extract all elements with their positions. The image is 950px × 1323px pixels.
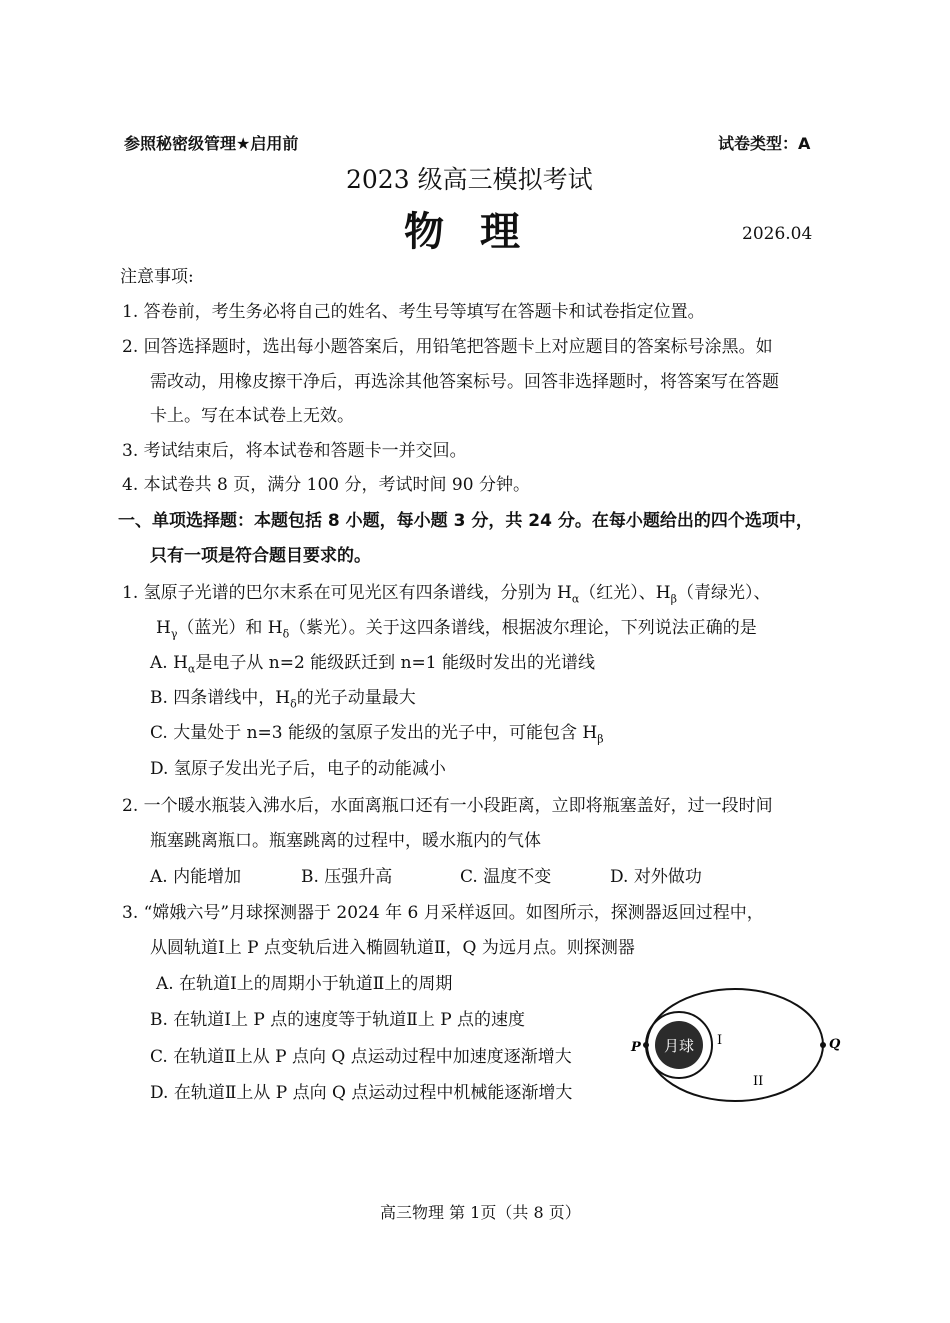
secrecy-label: 参照秘密级管理★启用前 xyxy=(124,134,299,153)
exam-date: 2026.04 xyxy=(742,224,813,244)
point-p-label: P xyxy=(631,1040,641,1055)
q1-a-prefix: A. H xyxy=(150,653,188,673)
q1-stem-text-c: （青绿光）、 xyxy=(676,583,771,603)
section-1-heading: 一、单项选择题：本题包括 8 小题，每小题 3 分，共 24 分。在每小题给出的四个选项中， xyxy=(118,511,813,531)
orbit-i-label: I xyxy=(717,1033,723,1048)
q2-option-b: B. 压强升高 xyxy=(301,867,393,887)
q2-stem-line2: 瓶塞跳离瓶口。瓶塞跳离的过程中，暖水瓶内的气体 xyxy=(150,831,541,851)
q1-option-a xyxy=(150,648,595,675)
note-1: 1. 答卷前，考生务必将自己的姓名、考生号等填写在答题卡和试卷指定位置。 xyxy=(122,302,705,322)
q1-stem2-text-b: （蓝光）和 H xyxy=(177,618,283,638)
q1-a-sub: α xyxy=(187,662,196,676)
q1-option-d: D. 氢原子发出光子后，电子的动能减小 xyxy=(150,759,446,779)
section-1-heading-cont: 只有一项是符合题目要求的。 xyxy=(150,546,371,566)
q1-b-sub: δ xyxy=(290,697,297,711)
q3-option-a: A. 在轨道Ⅰ上的周期小于轨道Ⅱ上的周期 xyxy=(156,974,453,994)
q3-stem-line2: 从圆轨道Ⅰ上 P 点变轨后进入椭圆轨道Ⅱ，Q 为远月点。则探测器 xyxy=(150,938,635,958)
note-3: 3. 考试结束后，将本试卷和答题卡一并交回。 xyxy=(122,441,467,461)
q1-b-prefix: B. 四条谱线中，H xyxy=(150,688,291,708)
q1-stem-text-b: （红光）、H xyxy=(579,583,671,603)
q1-stem2-text-c: （紫光）。关于这四条谱线，根据波尔理论，下列说法正确的是 xyxy=(289,618,757,638)
q1-sub-beta: β xyxy=(670,592,677,606)
note-4: 4. 本试卷共 8 页，满分 100 分，考试时间 90 分钟。 xyxy=(122,475,530,495)
q1-c-prefix: C. 大量处于 n=3 能级的氢原子发出的光子中，可能包含 H xyxy=(150,723,598,743)
orbit-ii-label: II xyxy=(753,1074,764,1089)
q2-stem-line1: 2. 一个暖水瓶装入沸水后，水面离瓶口还有一小段距离，立即将瓶塞盖好，过一段时间 xyxy=(122,796,773,816)
q2-option-a: A. 内能增加 xyxy=(150,867,242,887)
page-footer: 高三物理 第 1页（共 8 页） xyxy=(380,1203,581,1222)
q1-stem2-text-a: H xyxy=(156,618,171,638)
q1-sub-alpha: α xyxy=(571,592,580,606)
moon-label: 月球 xyxy=(663,1037,695,1055)
notes-heading: 注意事项: xyxy=(120,267,194,287)
q1-sub-delta: δ xyxy=(282,627,290,641)
q1-stem-line2 xyxy=(156,613,757,640)
q1-sub-gamma: γ xyxy=(170,627,178,641)
orbit-diagram xyxy=(625,985,850,1105)
q3-option-d: D. 在轨道Ⅱ上从 P 点向 Q 点运动过程中机械能逐渐增大 xyxy=(150,1083,573,1103)
note-2: 2. 回答选择题时，选出每小题答案后，用铅笔把答题卡上对应题目的答案标号涂黑。如 xyxy=(122,337,773,357)
q1-stem-text-a: 1. 氢原子光谱的巴尔末系在可见光区有四条谱线，分别为 H xyxy=(122,583,572,603)
q1-b-text: 的光子动量最大 xyxy=(296,688,416,708)
q3-stem-line1: 3. “嫦娥六号”月球探测器于 2024 年 6 月采样返回。如图所示，探测器返回过程中， xyxy=(122,903,764,923)
q1-c-sub: β xyxy=(597,732,604,746)
q3-option-b: B. 在轨道Ⅰ上 P 点的速度等于轨道Ⅱ上 P 点的速度 xyxy=(150,1010,526,1030)
q1-option-c xyxy=(150,718,604,745)
note-2-cont2: 卡上。写在本试卷上无效。 xyxy=(150,406,354,426)
point-q-label: Q xyxy=(829,1037,841,1052)
q1-a-text: 是电子从 n=2 能级跃迁到 n=1 能级时发出的光谱线 xyxy=(195,653,595,673)
point-q-dot xyxy=(820,1042,826,1048)
point-p-dot xyxy=(643,1042,649,1048)
q3-option-c: C. 在轨道Ⅱ上从 P 点向 Q 点运动过程中加速度逐渐增大 xyxy=(150,1047,572,1067)
paper-type-label: 试卷类型：A xyxy=(718,134,811,153)
q1-stem-line1 xyxy=(122,578,770,605)
subject-title: 物理 xyxy=(404,209,556,255)
q1-option-b xyxy=(150,683,416,710)
q2-option-d: D. 对外做功 xyxy=(610,867,702,887)
q2-option-c: C. 温度不变 xyxy=(460,867,552,887)
exam-title: 2023 级高三模拟考试 xyxy=(346,165,593,194)
note-2-cont: 需改动，用橡皮擦干净后，再选涂其他答案标号。回答非选择题时，将答案写在答题 xyxy=(150,372,779,392)
